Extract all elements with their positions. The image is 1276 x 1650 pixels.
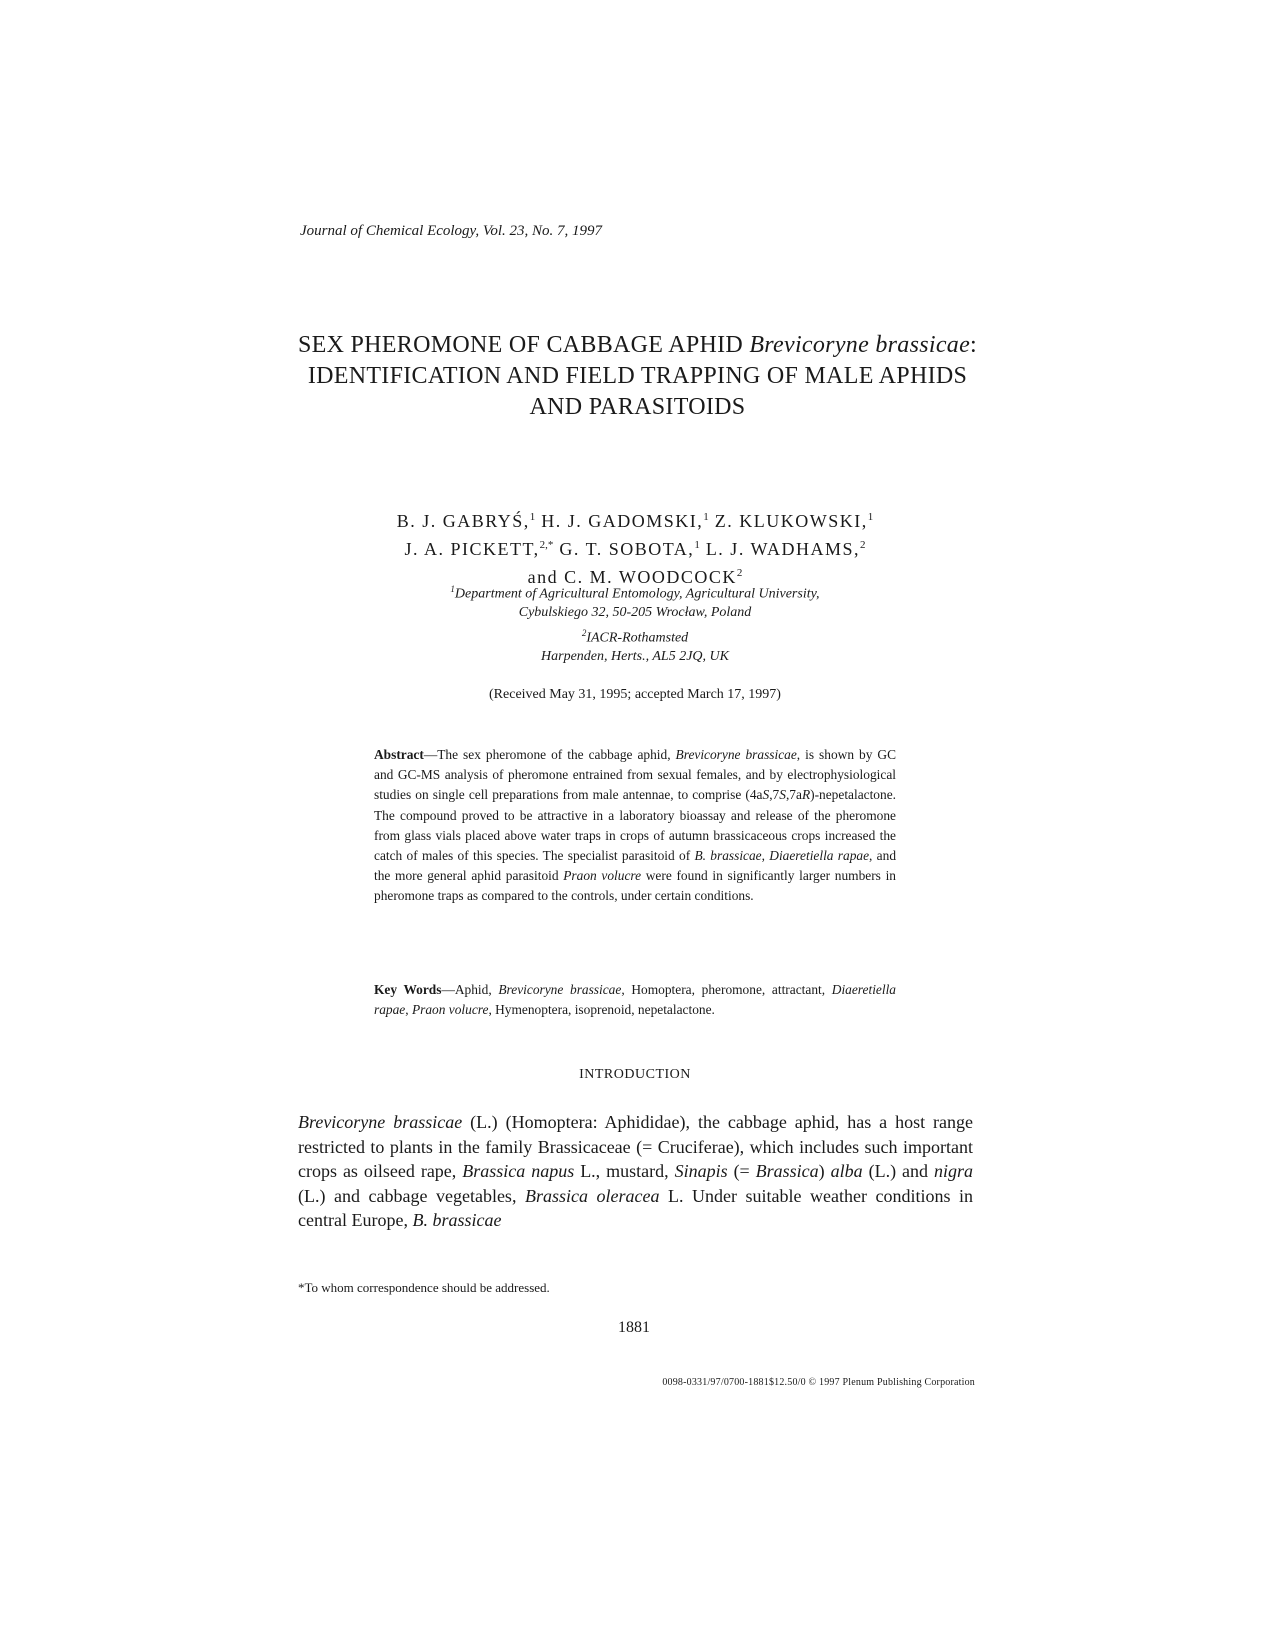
section-heading-introduction: INTRODUCTION <box>579 1067 691 1082</box>
title-part-2: : IDENTIFICATION AND FIELD TRAPPING OF MALE APHIDS AND PARASITOIDS <box>307 332 978 420</box>
intro-italic: Brevicoryne brassicae <box>298 1112 463 1132</box>
introduction-paragraph <box>298 1110 973 1233</box>
keywords-text: , Homoptera, pheromone, attractant, <box>621 982 832 997</box>
journal-citation: Journal of Chemical Ecology, Vol. 23, No. 7, 1997 <box>300 223 603 239</box>
affiliation-mark: 2 <box>736 567 743 579</box>
received-dates: (Received May 31, 1995; accepted March 17, 1997) <box>489 687 781 702</box>
affiliation-line: Cybulskiego 32, 50-205 Wrocław, Poland <box>518 604 752 620</box>
author: B. J. GABRYŚ, <box>396 511 530 531</box>
abstract-italic: Praon volucre <box>563 868 642 884</box>
affiliation-mark: 1 <box>529 511 536 523</box>
keywords-italic: Diaeretiella rapae <box>374 982 896 1018</box>
correspondence-footnote: *To whom correspondence should be addressed. <box>298 1280 550 1295</box>
title-part-1: SEX PHEROMONE OF CABBAGE APHID <box>297 332 750 358</box>
abstract-italic: Brevicoryne brassicae <box>675 747 797 762</box>
affiliation-1 <box>380 580 890 622</box>
title-species-epithet: brassicae <box>875 332 971 358</box>
abstract-text: )-nepetalactone. The compound proved to be attractive in a laboratory bioassay and release of the pheromone from glass vials placed above water traps in crops of autumn brassicaceous crops increased the catch of males of this species. The specialist parasitoid of <box>374 787 896 864</box>
affiliation-mark: 2,* <box>539 539 554 551</box>
intro-text: (L.) and <box>862 1161 934 1181</box>
keywords-italic: Brevicoryne brassicae <box>498 982 622 997</box>
abstract-text: were found in significantly larger numbers in pheromone traps as compared to the controls, under certain conditions. <box>374 868 896 904</box>
affiliation-mark: 1 <box>867 511 874 523</box>
intro-italic: Brassica napus <box>462 1161 575 1181</box>
abstract-label: Abstract <box>374 747 424 762</box>
abstract-italic: Diaeretiella rapae <box>769 848 870 864</box>
abstract-italic: B. brassicae <box>694 848 762 864</box>
author: L. J. WADHAMS, <box>705 539 860 559</box>
key-words <box>374 980 896 1020</box>
keywords-text: —Aphid, <box>441 982 499 997</box>
intro-text: L. Under suitable weather conditions in central Europe, <box>298 1185 973 1230</box>
affiliation-mark: 1 <box>694 539 700 551</box>
abstract-text: —The sex pheromone of the cabbage aphid, <box>423 747 676 762</box>
affiliation-mark: 1 <box>703 511 709 523</box>
intro-text: ) <box>818 1161 831 1181</box>
intro-italic: Brassica <box>755 1161 819 1181</box>
affiliation-line: Department of Agricultural Entomology, Agricultural University, <box>454 586 820 602</box>
keywords-label: Key Words <box>374 982 442 997</box>
affiliation-line: IACR-Rothamsted <box>586 630 689 646</box>
title-species-genus: Brevicoryne <box>749 332 870 358</box>
author: G. T. SOBOTA, <box>559 539 695 559</box>
abstract-text: , and the more general aphid parasitoid <box>374 848 897 884</box>
affiliation-number: 1 <box>450 584 455 594</box>
intro-italic: Sinapis <box>674 1161 728 1181</box>
abstract-italic: S <box>762 787 770 803</box>
keywords-italic: Praon volucre <box>411 1002 489 1018</box>
intro-italic: Brassica oleracea <box>524 1185 660 1206</box>
intro-italic: nigra <box>933 1161 973 1181</box>
intro-italic: alba <box>830 1161 863 1181</box>
abstract-italic: S <box>779 787 786 803</box>
page-number: 1881 <box>618 1319 650 1336</box>
author: H. J. GADOMSKI, <box>541 511 704 531</box>
affiliation-2 <box>380 624 890 666</box>
affiliation-number: 2 <box>581 628 587 638</box>
abstract-text: ,7 <box>769 787 780 803</box>
author-list <box>360 505 910 589</box>
author: Z. KLUKOWSKI, <box>714 511 868 531</box>
abstract-italic: R <box>801 787 811 803</box>
article-title <box>280 330 995 423</box>
intro-text: (L.) and cabbage vegetables, <box>298 1185 525 1206</box>
intro-text: (L.) (Homoptera: Aphididae), the cabbage aphid, has a host range restricted to plants in the family Brassicaceae (= Cruciferae), which includes such important crops as oilseed rape, <box>298 1112 973 1181</box>
keywords-text: , Hymenoptera, isoprenoid, nepetalactone. <box>488 1002 715 1018</box>
abstract-text: , <box>761 848 770 864</box>
affiliation-line: Harpenden, Herts., AL5 2JQ, UK <box>541 648 729 664</box>
author: J. A. PICKETT, <box>404 539 540 559</box>
abstract <box>374 745 896 907</box>
copyright-line: 0098-0331/97/0700-1881$12.50/0 © 1997 Plenum Publishing Corporation <box>662 1377 975 1388</box>
abstract-text: ,7a <box>785 787 802 803</box>
intro-text: (= <box>727 1161 756 1181</box>
keywords-text: , <box>405 1002 412 1018</box>
abstract-text: , is shown by GC and GC-MS analysis of pheromone entrained from sexual females, and by electrophysiological studies on single cell preparations from male antennae, to comprise (4a <box>374 747 896 803</box>
author: and C. M. WOODCOCK <box>527 567 737 587</box>
intro-text: L., mustard, <box>574 1161 675 1181</box>
intro-italic: B. brassicae <box>412 1210 502 1230</box>
affiliation-mark: 2 <box>860 539 866 551</box>
